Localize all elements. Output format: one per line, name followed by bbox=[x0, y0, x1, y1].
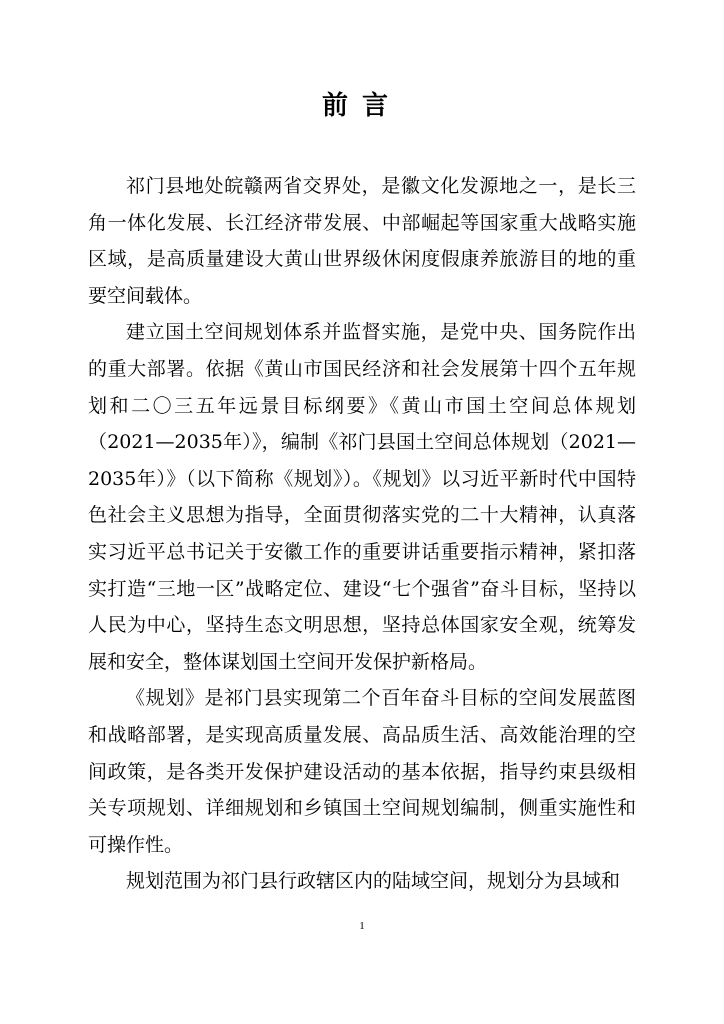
paragraph-intro: 祁门县地处皖赣两省交界处，是徽文化发源地之一，是长三角一体化发展、长江经济带发展、中部崛起等国家重大战略实施区域，是高质量建设大黄山世界级休闲度假康养旅游目的地的重要空间载体。 bbox=[88, 175, 636, 307]
page-title: 前言 bbox=[321, 91, 402, 121]
body-text bbox=[88, 168, 636, 900]
paragraph-basis: 建立国土空间规划体系并监督实施，是党中央、国务院作出的重大部署。依据《黄山市国民经济和社会发展第十四个五年规划和二〇三五年远景目标纲要》《黄山市国土空间总体规划（2021—2035年）》，编制《祁门县国土空间总体规划（2021—2035年）》（以下简称《规划》）。《规划》以习近平新时代中国特色社会主义思想为指导，全面贯彻落实党的二十大精神，认真落实习近平总书记关于安徽工作的重要讲话重要指示精神，紧扣落实打造“三地一区”战略定位、建设“七个强省”奋斗目标，坚持以人民为中心，坚持生态文明思想，坚持总体国家安全观，统筹发展和安全，整体谋划国土空间开发保护新格局。 bbox=[88, 321, 636, 673]
paragraph-role: 《规划》是祁门县实现第二个百年奋斗目标的空间发展蓝图和战略部署，是实现高质量发展、高品质生活、高效能治理的空间政策，是各类开发保护建设活动的基本依据，指导约束县级相关专项规划、详细规划和乡镇国土空间规划编制，侧重实施性和可操作性。 bbox=[88, 687, 636, 856]
page-number: 1 bbox=[359, 920, 365, 932]
paragraph-scope: 规划范围为祁门县行政辖区内的陆域空间，规划分为县域和 bbox=[126, 870, 621, 893]
